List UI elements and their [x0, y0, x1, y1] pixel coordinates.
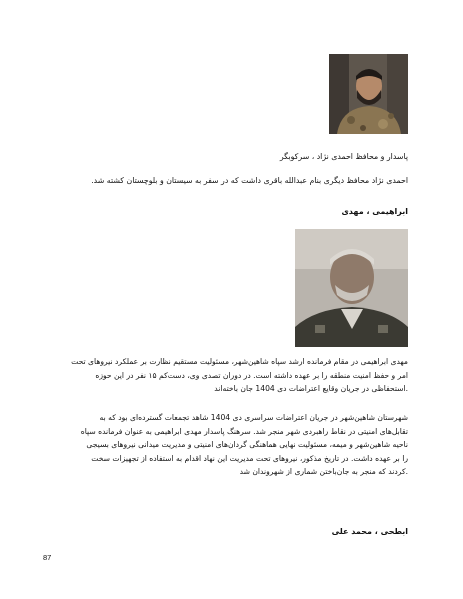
paragraph-line: ناحیه شاهین‌شهر و میمه، مسئولیت نهایی هماهنگی گردان‌های امنیتی و مدیریت میدانی نیروهای بسیجی: [86, 440, 408, 449]
portrait-photo-2: [295, 229, 408, 347]
portrait-photo-1: [329, 54, 408, 134]
paragraph-line: امر و حفظ امنیت منطقه را بر عهده داشته است. در دوران تصدی وی، دست‌کم ۱۵ نفر در این حوزه: [95, 370, 408, 380]
paragraph-person-2-b: [56, 411, 408, 479]
paragraph-line: .کردند که منجر به جان‌باختن شماری از شهروندان شد: [239, 467, 408, 476]
paragraph-line: را بر عهده داشت. در تاریخ مذکور، نیروهای تحت مدیریت این نهاد اقدام به استفاده از تجهیزات سخت: [91, 453, 408, 463]
page-number: 87: [43, 553, 52, 562]
heading-person-2: ابراهیمی ، مهدی: [341, 207, 408, 216]
caption-person-1: پاسدار و محافظ احمدی نژاد ، سرکوبگر: [279, 152, 408, 161]
paragraph-person-2-a: [56, 355, 408, 396]
paragraph-line: تقابل‌های امنیتی در نقاط راهبردی شهر منجر شد. سرهنگ پاسدار مهدی ابراهیمی به عنوان فرمانده سپاه: [80, 426, 408, 436]
description-person-1: احمدی نژاد محافظ دیگری بنام عبدالله باقری داشت که در سفر به سیستان و بلوچستان کشته شد.: [91, 176, 408, 185]
heading-person-3: ابطحی ، محمد علی: [331, 527, 408, 536]
paragraph-line: .استحفاظی در جریان وقایع اعتراضات دی 1404 جان باخته‌اند: [214, 384, 408, 393]
paragraph-line: مهدی ابراهیمی در مقام فرمانده ارشد سپاه شاهین‌شهر، مسئولیت مستقیم نظارت بر عملکرد نیروهای تحت: [71, 357, 408, 366]
paragraph-line: شهرستان شاهین‌شهر در جریان اعتراضات سراسری دی 1404 شاهد تجمعات گسترده‌ای بود که به: [99, 413, 408, 422]
